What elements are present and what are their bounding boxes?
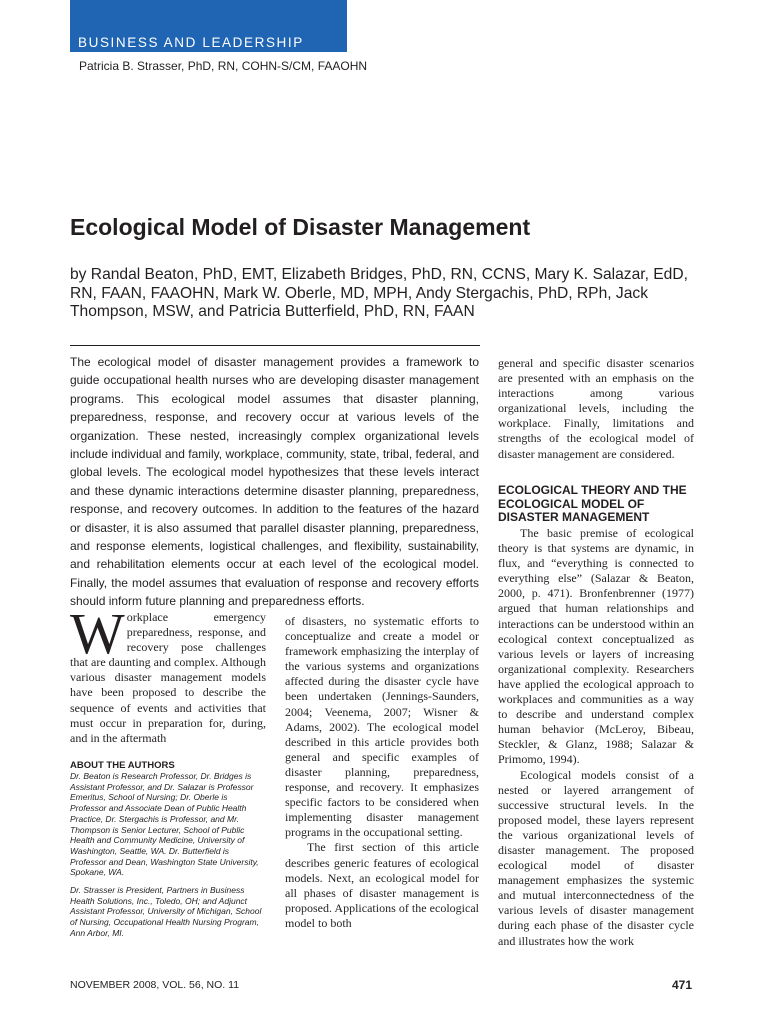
about-editor-paragraph: Dr. Strasser is President, Partners in Business Health Solutions, Inc., Toledo, OH; and Adjunct Assistant Professor, University of Michigan, School of Nursing, Occupational Health Nursing Program, Ann Arbor, MI. bbox=[70, 885, 262, 938]
about-authors-heading: ABOUT THE AUTHORS bbox=[70, 760, 175, 771]
issue-info: NOVEMBER 2008, VOL. 56, NO. 11 bbox=[70, 979, 240, 991]
about-authors-paragraph: Dr. Beaton is Research Professor, Dr. Bridges is Assistant Professor, and Dr. Salazar is Professor Emeritus, School of Nursing; Dr. Oberle is Professor and Associate Dean of Public Health Practice, Dr. Stergachis is Professor, and Mr. Thompson is Senior Lecturer, School of Public Health and Community Medicine, University of Washington, Seattle, WA. Dr. Butterfield is Professor and Dean, Washington State University, Spokane, WA. bbox=[70, 771, 259, 878]
body-paragraph: of disasters, no systematic efforts to conceptualize and create a model or framework emphasizing the interplay of the various systems and organizations affected during the disaster cycle have been undertaken (Jennings-Saunders, 2004; Veenema, 2007; Wisner & Adams, 2002). The ecological model described in this article provides both general and specific examples of disaster planning, preparedness, response, and recovery. It emphasizes specific factors to be considered when implementing disaster management programs in the occupational setting. bbox=[285, 614, 479, 840]
drop-cap: W bbox=[70, 601, 125, 666]
section-label: BUSINESS AND LEADERSHIP bbox=[78, 35, 304, 50]
page-number: 471 bbox=[671, 978, 692, 992]
section-banner bbox=[70, 0, 347, 52]
column-1-body bbox=[70, 601, 266, 746]
body-paragraph: The first section of this article describes generic features of ecological models. Next, an ecological model for all phases of disaster management is proposed. Applications of the ecological model to both bbox=[285, 840, 479, 930]
article-byline: by Randal Beaton, PhD, EMT, Elizabeth Bridges, PhD, RN, CCNS, Mary K. Salazar, EdD, RN, FAAN, FAAOHN, Mark W. Oberle, MD, MPH, Andy Stergachis, PhD, RPh, Jack Thompson, MSW, and Patricia Butterfield, PhD, RN, FAAN bbox=[70, 266, 688, 320]
column-3-intro: general and specific disaster scenarios are presented with an emphasis on the interactions among various organizational levels, including the workplace. Finally, limitations and strengths of the ecological model of disaster management are considered. bbox=[498, 356, 694, 461]
section-heading: ECOLOGICAL THEORY AND THE ECOLOGICAL MODEL OF DISASTER MANAGEMENT bbox=[498, 483, 687, 525]
abstract-divider bbox=[70, 345, 480, 346]
body-paragraph: The basic premise of ecological theory is that systems are dynamic, in flux, and “everything is connected to everything else” (Salazar & Beaton, 2000, p. 471). Bronfenbrenner (1977) argued that human relationships and interactions can be understood within an ecological context conceptualized as various levels or layers of increasing organizational complexity. Researchers have applied the ecological approach to workplaces and communities as a way to describe and understand complex human behavior (McLeroy, Bibeau, Steckler, & Glanz, 1988; Salazar & Primomo, 1994). bbox=[498, 526, 694, 767]
abstract: The ecological model of disaster management provides a framework to guide occupational health nurses who are developing disaster management programs. This ecological model assumes that disaster planning, preparedness, response, and recovery occur at various levels of the organization. These nested, increasingly complex organizational levels include individual and family, workplace, community, state, tribal, federal, and global levels. The ecological model hypothesizes that these levels interact and these dynamic interactions determine disaster planning, preparedness, response, and recovery outcomes. In addition to the features of the hazard or disaster, it is also assumed that parallel disaster planning, preparedness, and response elements, logistical challenges, and flexibility, sustainability, and rehabilitation elements occur at each level of the ecological model. Finally, the model assumes that evaluation of response and recovery efforts should inform future planning and preparedness efforts. bbox=[70, 355, 479, 609]
body-paragraph: Ecological models consist of a nested or layered arrangement of successive structural levels. In the proposed model, these layers represent the various organizational levels of disaster management. The proposed ecological model of disaster management emphasizes the systemic and mutual interconnectedness of the various levels of disaster management during each phase of the disaster cycle and illustrates how the work bbox=[498, 767, 694, 948]
intro-paragraph: orkplace emergency preparedness, response, and recovery pose challenges that are daunting and complex. Although various disaster management models have been proposed to describe the sequence of events and activities that must occur in preparation for, during, and in the aftermath bbox=[70, 610, 266, 745]
section-editor: Patricia B. Strasser, PhD, RN, COHN-S/CM, FAAOHN bbox=[79, 59, 368, 73]
article-title: Ecological Model of Disaster Management bbox=[70, 214, 531, 240]
column-2-body bbox=[285, 614, 479, 931]
column-3-body bbox=[498, 526, 694, 949]
